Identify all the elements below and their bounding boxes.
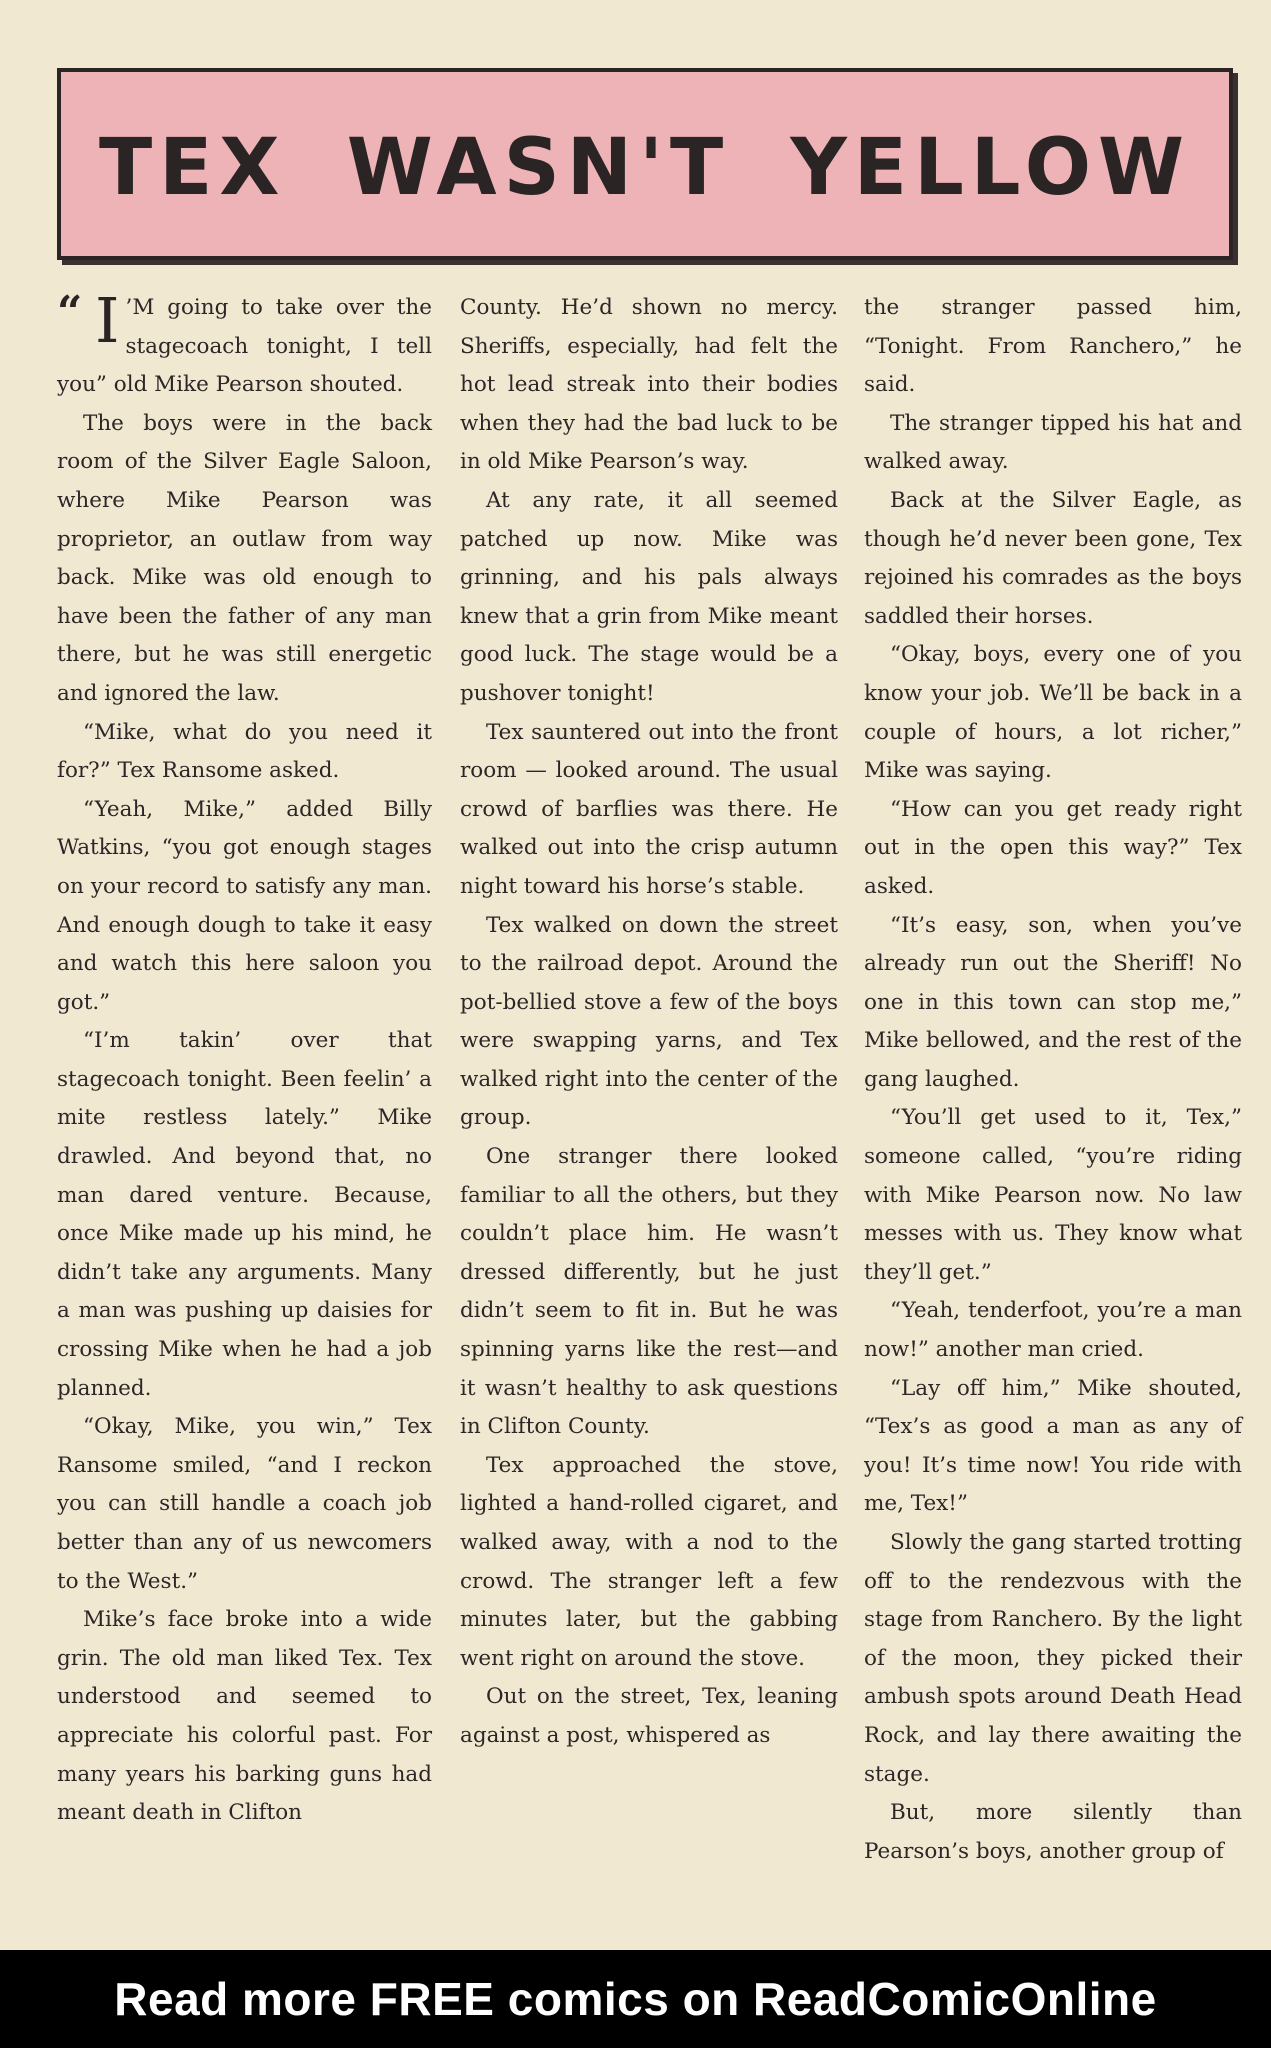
paragraph: Slowly the gang started trotting off to the rendezvous with the stage from Ranchero. By the light of the moon, they picked their ambush spots around Death Head Rock, and lay there awaiting the stage.: [864, 1530, 1242, 1787]
paragraph: Out on the street, Tex, leaning against a post, whispered as: [460, 1684, 838, 1748]
footer-link-text[interactable]: Read more FREE comics on ReadComicOnline: [114, 1973, 1157, 2025]
paragraph-text: ’M going to take over the stagecoach tonight, I tell you” old Mike Pearson shouted.: [57, 295, 432, 398]
text-column-3: [864, 289, 1242, 1864]
paragraph: the stranger passed him, “Tonight. From Ranchero,” he said.: [864, 295, 1242, 398]
paragraph: County. He’d shown no mercy. Sheriffs, especially, had felt the hot lead streak into their bodies when they had the bad luck to be in old Mike Pearson’s way.: [460, 295, 838, 475]
paragraph: “Yeah, tenderfoot, you’re a man now!” another man cried.: [864, 1298, 1242, 1363]
paragraph: “Okay, Mike, you win,” Tex Ransome smiled, “and I reckon you can still handle a coach job better than any of us newcomers to the West.”: [57, 1414, 432, 1594]
paragraph: Mike’s face broke into a wide grin. The old man liked Tex. Tex understood and seemed to appreciate his colorful past. For many years his barking guns had meant death in Clifton: [57, 1607, 432, 1826]
opening-quote: “: [57, 287, 83, 338]
text-column-2: [460, 289, 838, 1839]
paragraph: The boys were in the back room of the Silver Eagle Saloon, where Mike Pearson was proprietor, an outlaw from way back. Mike was old enough to have been the father of any man there, but he was still energetic and ignored the law.: [57, 410, 432, 706]
paragraph: “Okay, boys, every one of you know your job. We’ll be back in a couple of hours, a lot richer,” Mike was saying.: [864, 642, 1242, 784]
text-column-1: [57, 284, 432, 1839]
paragraph: At any rate, it all seemed patched up now. Mike was grinning, and his pals always knew that a grin from Mike meant good luck. The stage would be a pushover tonight!: [460, 487, 838, 706]
paragraph: “Mike, what do you need it for?” Tex Ransome asked.: [57, 719, 432, 784]
footer-banner[interactable]: [0, 1950, 1271, 2048]
title-banner: [57, 68, 1233, 260]
story-title: TEX WASN'T YELLOW: [98, 123, 1192, 213]
paragraph: [57, 284, 432, 405]
paragraph: Tex sauntered out into the front room — looked around. The usual crowd of barflies was there. He walked out into the crisp autumn night toward his horse’s stable.: [460, 719, 838, 899]
paragraph: “I’m takin’ over that stagecoach tonight. Been feelin’ a mite restless lately.” Mike drawled. And beyond that, no man dared venture. Because, once Mike made up his mind, he didn’t take any arguments. Many a man was pushing up daisies for crossing Mike when he had a job planned.: [57, 1028, 432, 1401]
paragraph: The stranger tipped his hat and walked away.: [864, 410, 1242, 475]
paragraph: But, more silently than Pearson’s boys, another group of: [864, 1800, 1242, 1864]
paragraph: “Lay off him,” Mike shouted, “Tex’s as good a man as any of you! It’s time now! You ride with me, Tex!”: [864, 1375, 1242, 1517]
paragraph: Back at the Silver Eagle, as though he’d never been gone, Tex rejoined his comrades as the boys saddled their horses.: [864, 487, 1242, 629]
paragraph: “It’s easy, son, when you’ve already run out the Sheriff! No one in this town can stop me,” Mike bellowed, and the rest of the gang laughed.: [864, 912, 1242, 1092]
paragraph: Tex walked on down the street to the railroad depot. Around the pot-bellied stove a few of the boys were swapping yarns, and Tex walked right into the center of the group.: [460, 912, 838, 1131]
paragraph: Tex approached the stove, lighted a hand-rolled cigaret, and walked away, with a nod to the crowd. The stranger left a few minutes later, but the gabbing went right on around the stove.: [460, 1452, 838, 1671]
paragraph: “How can you get ready right out in the open this way?” Tex asked.: [864, 796, 1242, 899]
drop-cap: I: [95, 284, 120, 357]
paragraph: One stranger there looked familiar to all the others, but they couldn’t place him. He wasn’t dressed differently, but he just didn’t seem to fit in. But he was spinning yarns like the rest—and it wasn’t healthy to ask questions in Clifton County.: [460, 1144, 838, 1440]
paragraph: “Yeah, Mike,” added Billy Watkins, “you got enough stages on your record to satisfy any man. And enough dough to take it easy and watch this here saloon you got.”: [57, 796, 432, 1015]
paragraph: “You’ll get used to it, Tex,” someone called, “you’re riding with Mike Pearson now. No law messes with us. They know what they’ll get.”: [864, 1105, 1242, 1285]
